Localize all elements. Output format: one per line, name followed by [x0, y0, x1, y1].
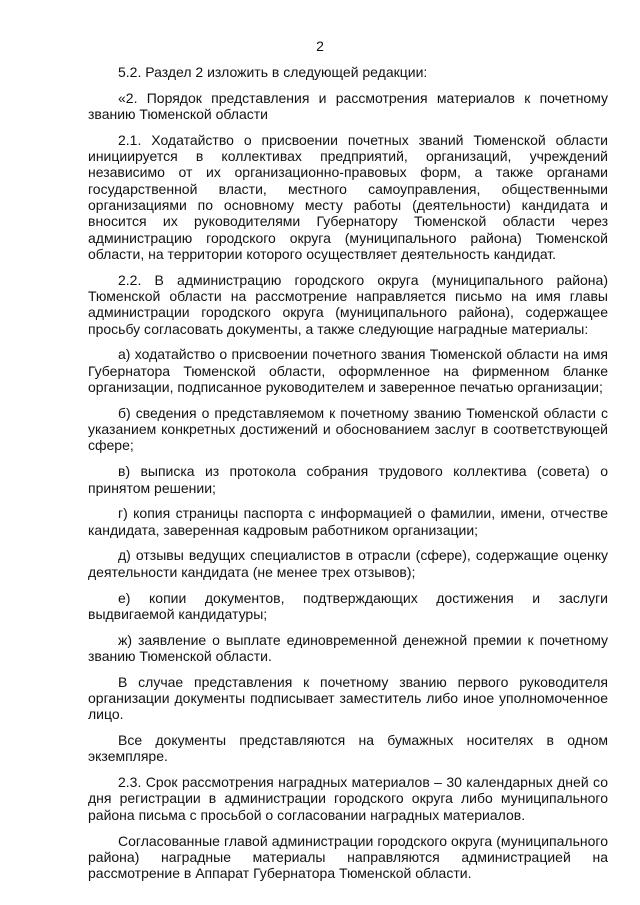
paragraph-first-head-case: В случае представления к почетному званию первого руководителя организации документы подписывает заместитель либо иное уполномоченное лицо. — [88, 673, 608, 723]
page-number: 2 — [316, 38, 324, 54]
list-item-d: д) отзывы ведущих специалистов в отрасли (сфере), содержащие оценку деятельности кандидата (не менее трех отзывов); — [88, 547, 608, 580]
list-item-v: в) выписка из протокола собрания трудового коллектива (совета) о принятом решении; — [88, 463, 608, 496]
paragraph-section-5-2: 5.2. Раздел 2 изложить в следующей редакции: — [118, 64, 428, 80]
list-item-a: а) ходатайство о присвоении почетного звания Тюменской области на имя Губернатора Тюменской области, оформленное на фирменном бланке организации, подписанное руководителем и заверенное печатью организации; — [88, 346, 608, 396]
document-body — [88, 64, 608, 881]
list-item-g: г) копия страницы паспорта с информацией о фамилии, имени, отчестве кандидата, заверенная кадровым работником организации; — [88, 505, 608, 538]
paragraph-2-3: 2.3. Срок рассмотрения наградных материалов – 30 календарных дней со дня регистрации в администрации городского округа либо муниципального района письма с просьбой о согласовании наградных материалов. — [88, 774, 608, 823]
list-item-zh: ж) заявление о выплате единовременной денежной премии к почетному званию Тюменской области. — [88, 631, 608, 664]
paragraph-paper-copies: Все документы представляются на бумажных носителях в одном экземпляре. — [88, 732, 608, 765]
list-item-e: е) копии документов, подтверждающих достижения и заслуги выдвигаемой кандидатуры; — [88, 589, 608, 622]
list-item-b: б) сведения о представляемом к почетному званию Тюменской области с указанием конкретных достижений и обоснованием заслуг в соответствующей сфере; — [88, 404, 608, 454]
paragraph-section-2-title: «2. Порядок представления и рассмотрения материалов к почетному званию Тюменской области — [88, 89, 608, 123]
paragraph-2-2: 2.2. В администрацию городского округа (муниципального района) Тюменской области на рассмотрение направляется письмо на имя главы администрации городского округа (муниципального района), содержащее просьбу согласовать документы, а также следующие наградные материалы: — [88, 271, 608, 337]
paragraph-approved-materials: Согласованные главой администрации городского округа (муниципального района) наградные материалы направляются администрацией на рассмотрение в Аппарат Губернатора Тюменской области. — [88, 832, 608, 882]
paragraph-2-1: 2.1. Ходатайство о присвоении почетных званий Тюменской области инициируется в коллективах предприятий, организаций, учреждений независимо от их организационно-правовых форм, а также органами государственной власти, местного самоуправления, общественными организациями по основному месту работы (деятельности) кандидата и вносится их руководителями Губернатору Тюменской области через администрацию городского округа (муниципального района) Тюменской области, на территории которого осуществляет деятельность кандидат. — [88, 131, 608, 262]
